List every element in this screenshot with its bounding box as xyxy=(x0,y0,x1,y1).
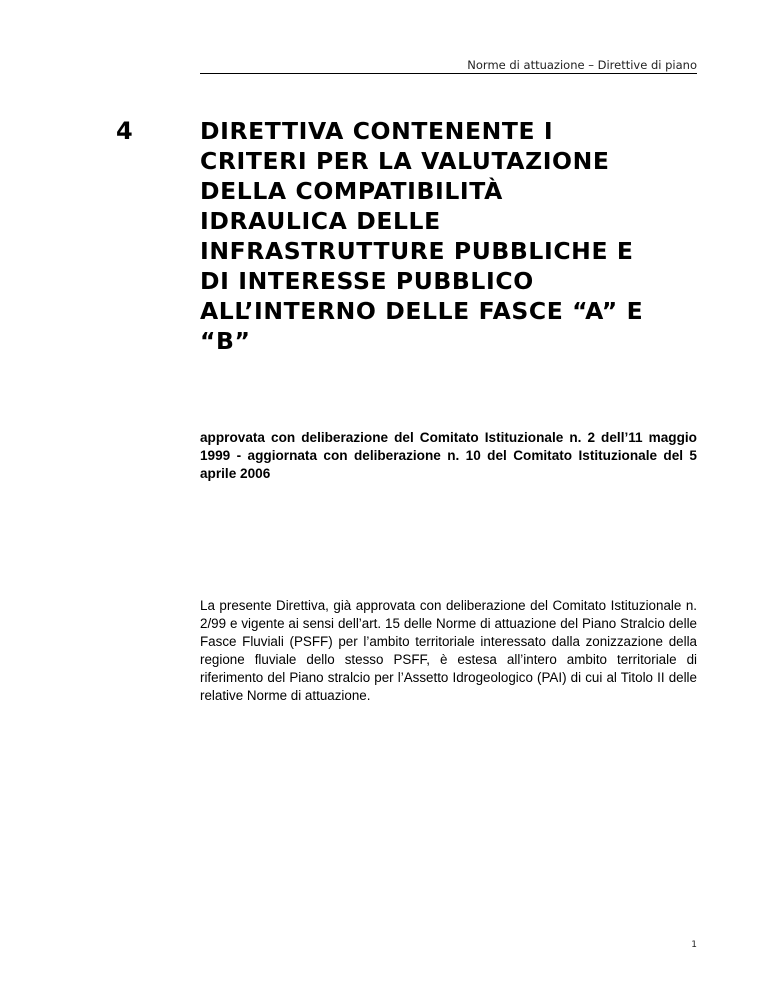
chapter-title-line: ALL’INTERNO DELLE FASCE “A” E xyxy=(200,297,644,325)
approval-note: approvata con deliberazione del Comitato Istituzionale n. 2 dell’11 maggio 1999 - aggiornata con deliberazione n. 10 del Comitato Istituzionale del 5 aprile 2006 xyxy=(200,430,697,481)
running-header: Norme di attuazione – Direttive di piano xyxy=(467,58,697,72)
chapter-title-line: DIRETTIVA CONTENENTE I xyxy=(200,117,554,145)
header-divider xyxy=(200,73,697,74)
chapter-title-line: CRITERI PER LA VALUTAZIONE xyxy=(200,147,610,175)
chapter-title-line: DI INTERESSE PUBBLICO xyxy=(200,267,534,295)
chapter-title-line: DELLA COMPATIBILITÀ xyxy=(200,177,503,205)
chapter-title-line: INFRASTRUTTURE PUBBLICHE E xyxy=(200,237,634,265)
chapter-number: 4 xyxy=(116,117,133,145)
page-number: 1 xyxy=(691,940,697,950)
chapter-title-line: IDRAULICA DELLE xyxy=(200,207,441,235)
chapter-title xyxy=(200,116,700,356)
body-paragraph: La presente Direttiva, già approvata con deliberazione del Comitato Istituzionale n. 2/99 e vigente ai sensi dell’art. 15 delle Norme di attuazione del Piano Stralcio delle Fasce Fluviali (PSFF) per l’ambito territoriale interessato dalla zonizzazione della regione fluviale dello stesso PSFF, è estesa all’intero ambito territoriale di riferimento del Piano stralcio per l’Assetto Idrogeologico (PAI) di cui al Titolo II delle relative Norme di attuazione. xyxy=(200,598,697,703)
chapter-title-line: “B” xyxy=(200,327,251,355)
